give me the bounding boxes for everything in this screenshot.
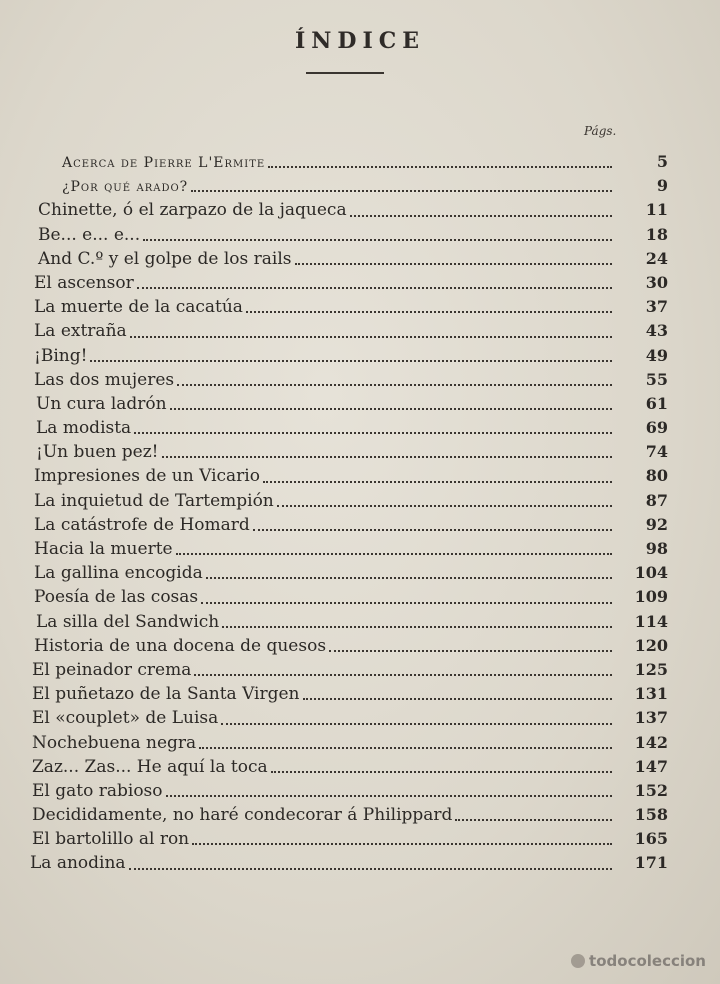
toc-entry bbox=[28, 513, 668, 537]
leader-dots bbox=[263, 479, 612, 483]
toc-entry-title: Acerca de Pierre L'Ermite bbox=[62, 155, 266, 171]
toc-entry bbox=[28, 319, 668, 343]
toc-entry-page: 43 bbox=[645, 321, 668, 341]
toc-entry bbox=[28, 416, 668, 440]
toc-entry bbox=[28, 344, 668, 368]
toc-entry-title: La extraña bbox=[34, 321, 127, 342]
todocoleccion-logo-icon bbox=[571, 954, 585, 968]
leader-dots bbox=[271, 769, 612, 773]
toc-entry-title: La catástrofe de Homard bbox=[34, 514, 250, 535]
toc-entry-page: 114 bbox=[634, 611, 668, 631]
toc-entry-title: Decididamente, no haré condecorar á Philippard bbox=[32, 805, 453, 826]
toc-entry-page: 120 bbox=[634, 635, 668, 655]
toc-entry-page: 11 bbox=[645, 200, 668, 220]
toc-entry bbox=[28, 295, 668, 319]
toc-entry-page: 131 bbox=[634, 684, 668, 704]
toc-entry bbox=[28, 150, 668, 174]
toc-entry-title: Nochebuena negra bbox=[32, 732, 197, 753]
toc-entry-title: El puñetazo de la Santa Virgen bbox=[32, 684, 300, 705]
toc-entry-page: 104 bbox=[634, 563, 668, 583]
toc-entry bbox=[28, 392, 668, 416]
toc-entry bbox=[28, 440, 668, 464]
toc-entry-title: El peinador crema bbox=[32, 659, 192, 680]
leader-dots bbox=[166, 793, 612, 797]
leader-dots bbox=[295, 261, 612, 265]
leader-dots bbox=[303, 696, 612, 700]
leader-dots bbox=[277, 503, 612, 507]
toc-entry-page: 109 bbox=[634, 587, 668, 607]
leader-dots bbox=[221, 721, 612, 725]
toc-entry bbox=[28, 247, 668, 271]
leader-dots bbox=[194, 672, 612, 676]
toc-entry-page: 49 bbox=[645, 345, 668, 365]
toc-entry bbox=[28, 271, 668, 295]
toc-entry-title: Historia de una docena de quesos bbox=[34, 635, 327, 656]
toc-entry-title: Impresiones de un Vicario bbox=[34, 466, 260, 487]
leader-dots bbox=[199, 745, 612, 749]
toc-entry-page: 98 bbox=[645, 539, 668, 558]
toc-entry-page: 147 bbox=[634, 756, 668, 776]
leader-dots bbox=[130, 334, 612, 338]
title-rule bbox=[306, 72, 384, 74]
leader-dots bbox=[201, 600, 612, 604]
leader-dots bbox=[329, 648, 612, 652]
leader-dots bbox=[134, 430, 612, 434]
toc-entry bbox=[28, 827, 668, 851]
leader-dots bbox=[176, 551, 612, 555]
toc-entry bbox=[28, 731, 668, 755]
leader-dots bbox=[191, 188, 612, 192]
toc-entry-page: 30 bbox=[645, 272, 668, 292]
toc-entry-title: ¡Un buen pez! bbox=[36, 442, 159, 463]
toc-entry bbox=[28, 537, 668, 561]
toc-entry bbox=[28, 561, 668, 585]
toc-entry-page: 74 bbox=[645, 442, 668, 462]
toc-entry-title: Hacia la muerte bbox=[34, 539, 173, 559]
toc-entry-title: ¿Por qué arado? bbox=[62, 179, 189, 196]
toc-entry-page: 152 bbox=[634, 780, 668, 800]
toc-entry-page: 87 bbox=[645, 490, 668, 510]
pages-column-label: Págs. bbox=[584, 124, 617, 138]
toc-entry bbox=[28, 585, 668, 609]
watermark-text: todocoleccion bbox=[589, 952, 706, 970]
watermark bbox=[571, 952, 706, 970]
toc-entry bbox=[28, 174, 668, 198]
page-title: ÍNDICE bbox=[294, 28, 426, 54]
toc-entry bbox=[28, 368, 668, 392]
toc-entry bbox=[28, 682, 668, 706]
toc-entry-title: ¡Bing! bbox=[34, 345, 88, 366]
toc-entry-page: 69 bbox=[645, 418, 668, 438]
toc-entry-page: 158 bbox=[634, 805, 668, 825]
toc-entry-page: 142 bbox=[634, 732, 668, 752]
leader-dots bbox=[170, 406, 612, 410]
toc-entry-title: La silla del Sandwich bbox=[36, 611, 220, 632]
leader-dots bbox=[177, 382, 612, 386]
toc-entry-title: And C.º y el golpe de los rails bbox=[38, 248, 292, 269]
toc-entry bbox=[28, 223, 668, 247]
leader-dots bbox=[350, 213, 612, 217]
toc-entry-page: 61 bbox=[645, 393, 668, 413]
toc-entry-page: 137 bbox=[634, 708, 668, 728]
table-of-contents bbox=[28, 150, 668, 876]
toc-entry-title: Las dos mujeres bbox=[34, 369, 175, 390]
toc-entry-title: El bartolillo al ron bbox=[32, 829, 190, 850]
toc-entry-title: Un cura ladrón bbox=[36, 393, 167, 414]
toc-entry bbox=[28, 803, 668, 827]
leader-dots bbox=[129, 866, 612, 870]
toc-entry bbox=[28, 755, 668, 779]
toc-entry-page: 125 bbox=[634, 659, 668, 679]
toc-entry-title: La anodina bbox=[30, 853, 126, 874]
toc-entry-page: 55 bbox=[645, 369, 668, 389]
toc-entry bbox=[28, 610, 668, 634]
toc-entry bbox=[28, 658, 668, 682]
toc-entry-title: La inquietud de Tartempión bbox=[34, 490, 274, 511]
toc-entry-page: 92 bbox=[645, 514, 668, 534]
toc-entry-page: 24 bbox=[645, 248, 668, 268]
toc-entry-page: 165 bbox=[634, 829, 668, 849]
toc-entry bbox=[28, 779, 668, 803]
toc-entry-page: 80 bbox=[645, 466, 668, 486]
toc-entry-title: La gallina encogida bbox=[34, 563, 203, 584]
toc-entry-title: Be... e... e... bbox=[38, 224, 141, 245]
toc-entry-title: El ascensor bbox=[34, 272, 134, 293]
toc-entry-title: El «couplet» de Luisa bbox=[32, 708, 219, 729]
leader-dots bbox=[192, 841, 612, 845]
leader-dots bbox=[253, 527, 612, 531]
toc-entry-title: El gato rabioso bbox=[32, 780, 163, 801]
leader-dots bbox=[246, 309, 612, 313]
leader-dots bbox=[455, 817, 612, 821]
leader-dots bbox=[137, 285, 612, 289]
toc-entry-title: La muerte de la cacatúa bbox=[34, 297, 243, 318]
toc-entry-title: La modista bbox=[36, 418, 132, 439]
toc-entry bbox=[28, 489, 668, 513]
toc-entry bbox=[28, 464, 668, 488]
toc-entry bbox=[28, 706, 668, 730]
toc-entry-page: 37 bbox=[645, 297, 668, 317]
toc-entry-page: 5 bbox=[656, 152, 668, 171]
toc-entry-title: Zaz... Zas... He aquí la toca bbox=[32, 756, 268, 777]
toc-entry-title: Poesía de las cosas bbox=[34, 587, 199, 608]
toc-entry bbox=[28, 198, 668, 222]
leader-dots bbox=[222, 624, 612, 628]
toc-entry-page: 171 bbox=[634, 853, 668, 873]
toc-entry-title: Chinette, ó el zarpazo de la jaqueca bbox=[38, 200, 347, 221]
leader-dots bbox=[268, 164, 612, 168]
toc-entry bbox=[28, 634, 668, 658]
leader-dots bbox=[162, 454, 612, 458]
toc-entry bbox=[28, 851, 668, 875]
toc-entry-page: 9 bbox=[656, 176, 668, 196]
leader-dots bbox=[90, 358, 612, 362]
leader-dots bbox=[206, 575, 612, 579]
leader-dots bbox=[143, 237, 612, 241]
toc-entry-page: 18 bbox=[645, 224, 668, 244]
